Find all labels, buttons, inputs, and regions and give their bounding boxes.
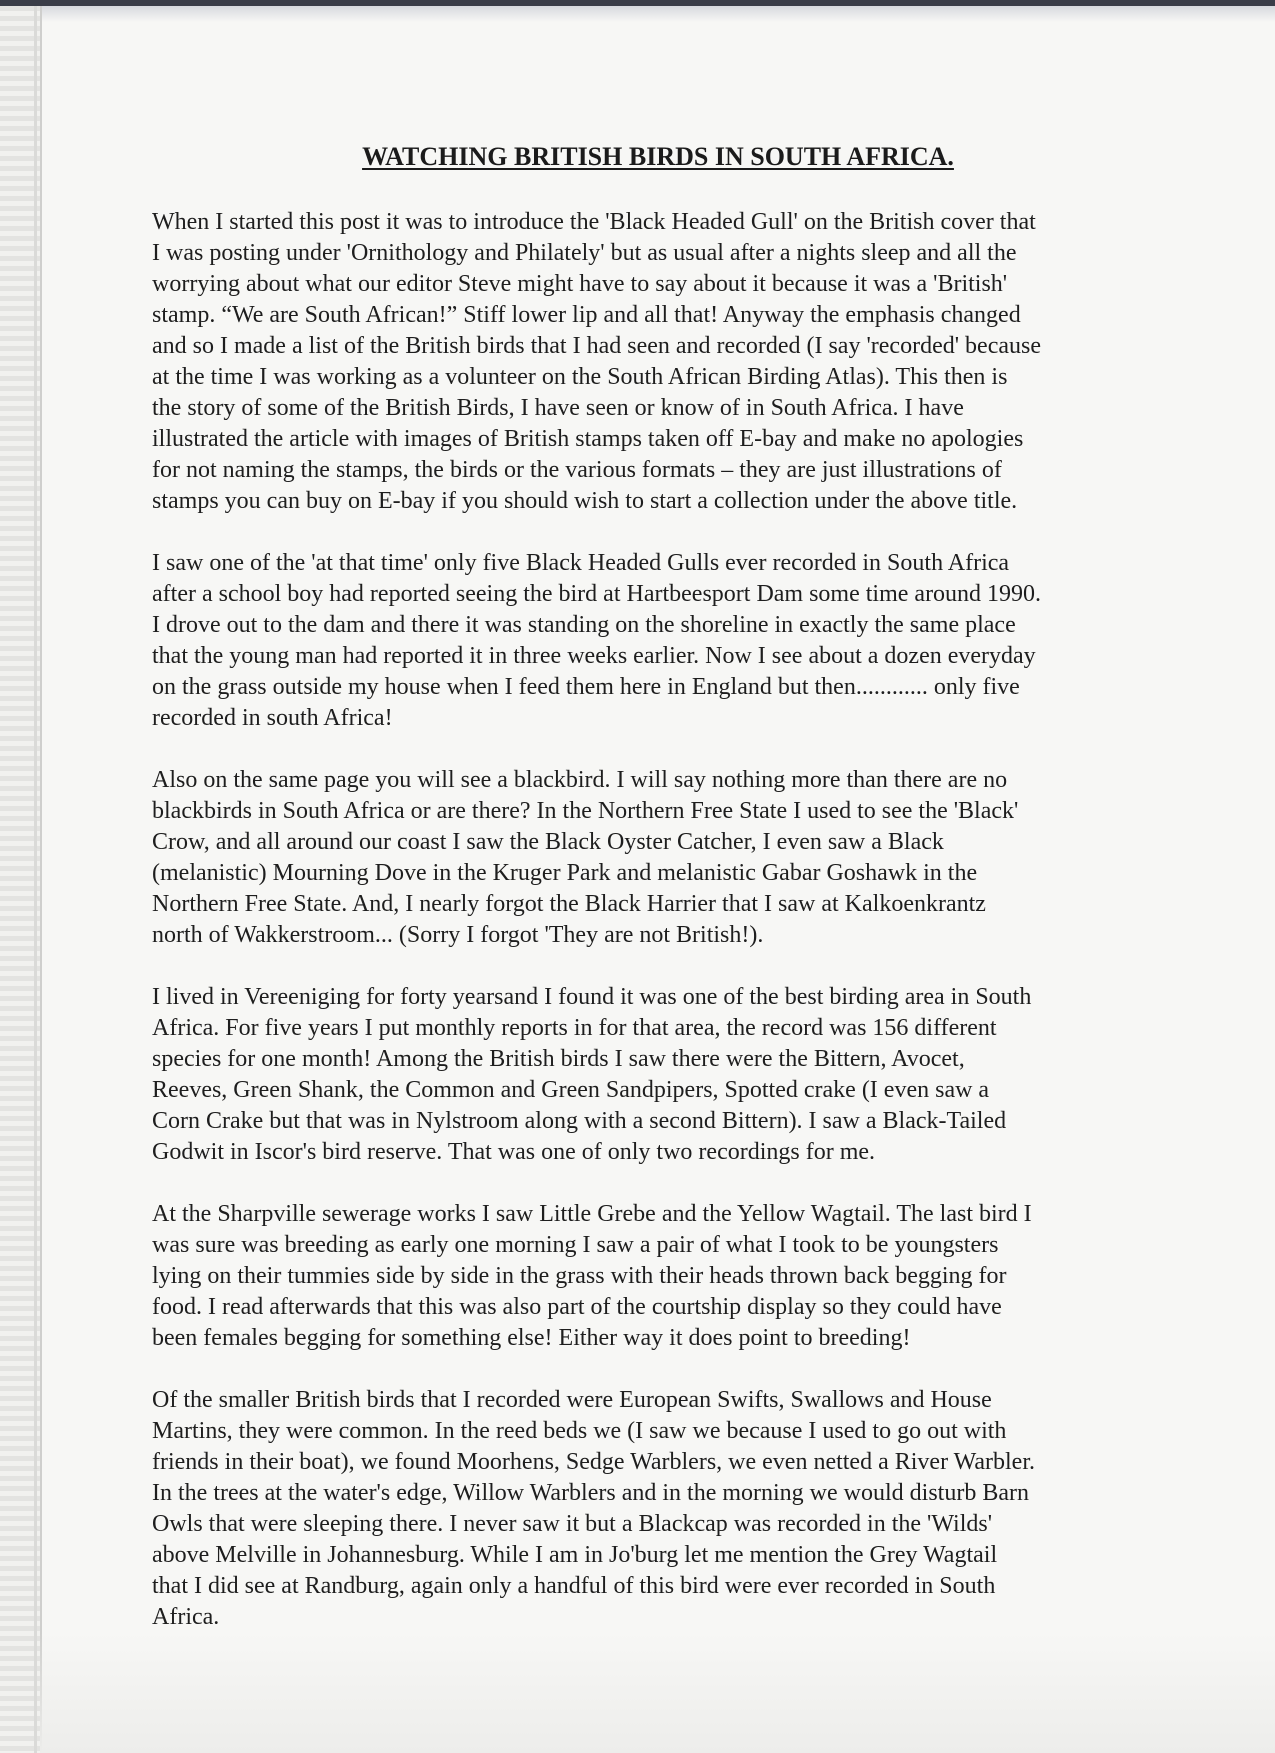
paragraph-vereeniging: I lived in Vereeniging for forty yearsand I found it was one of the best birding area in South Africa. For five years I put monthly reports in for that area, the record was 156 different species for one month! Among the British birds I saw there were the Bittern, Avocet, Reeves, Green Shank, the Common and Green Sandpipers, Spotted crake (I even saw a Corn Crake but that was in Nylstroom along with a second Bittern). I saw a Black-Tailed Godwit in Iscor's bird reserve. That was one of only two recordings for me. [152, 984, 1032, 1165]
paragraph-sharpville: At the Sharpville sewerage works I saw Little Grebe and the Yellow Wagtail. The last bird I was sure was breeding as early one morning I saw a pair of what I took to be youngsters lying on their tummies side by side in the grass with their heads thrown back begging for food. I read afterwards that this was also part of the courtship display so they could have been females begging for something else! Either way it does point to breeding! [152, 1201, 1032, 1351]
paragraph-black-headed-gull: I saw one of the 'at that time' only five Black Headed Gulls ever recorded in South Africa after a school boy had reported seeing the bird at Hartbeesport Dam some time around 1990. I drove out to the dam and there it was standing on the shoreline in exactly the same place that the young man had reported it in three weeks earlier. Now I see about a dozen everyday on the grass outside my house when I feed them here in England but then............ only five recorded in south Africa! [152, 550, 1042, 731]
binder-line [34, 6, 37, 1753]
scan-top-shadow [40, 6, 1275, 22]
document-body [152, 207, 1164, 1664]
paragraph-intro: When I started this post it was to introduce the 'Black Headed Gull' on the British cover that I was posting under 'Ornithology and Philately' but as usual after a nights sleep and all the worrying about what our editor Steve might have to say about it because it was a 'British' stamp. “We are South African!” Stiff lower lip and all that! Anyway the emphasis changed and so I made a list of the British birds that I had seen and recorded (I say 'recorded' because at the time I was working as a volunteer on the South African Birding Atlas). This then is the story of some of the British Birds, I have seen or know of in South Africa. I have illustrated the article with images of British stamps taken off E-bay and make no apologies for not naming the stamps, the birds or the various formats – they are just illustrations of stamps you can buy on E-bay if you should wish to start a collection under the above title. [152, 209, 1041, 514]
paragraph-smaller-birds: Of the smaller British birds that I recorded were European Swifts, Swallows and House Martins, they were common. In the reed beds we (I saw we because I used to go out with friends in their boat), we found Moorhens, Sedge Warblers, we even netted a River Warbler. In the trees at the water's edge, Willow Warblers and in the morning we would disturb Barn Owls that were sleeping there. I never saw it but a Blackcap was recorded in the 'Wilds' above Melville in Johannesburg. While I am in Jo'burg let me mention the Grey Wagtail that I did see at Randburg, again only a handful of this bird were ever recorded in South Africa. [152, 1387, 1035, 1630]
document-title: WATCHING BRITISH BIRDS IN SOUTH AFRICA. [362, 142, 954, 171]
paragraph-blackbird: Also on the same page you will see a blackbird. I will say nothing more than there are no blackbirds in South Africa or are there? In the Northern Free State I used to see the 'Black' Crow, and all around our coast I saw the Black Oyster Catcher, I even saw a Black (melanistic) Mourning Dove in the Kruger Park and melanistic Gabar Goshawk in the Northern Free State. And, I nearly forgot the Black Harrier that I saw at Kalkoenkrantz north of Wakkerstroom... (Sorry I forgot 'They are not British!). [152, 767, 1019, 948]
